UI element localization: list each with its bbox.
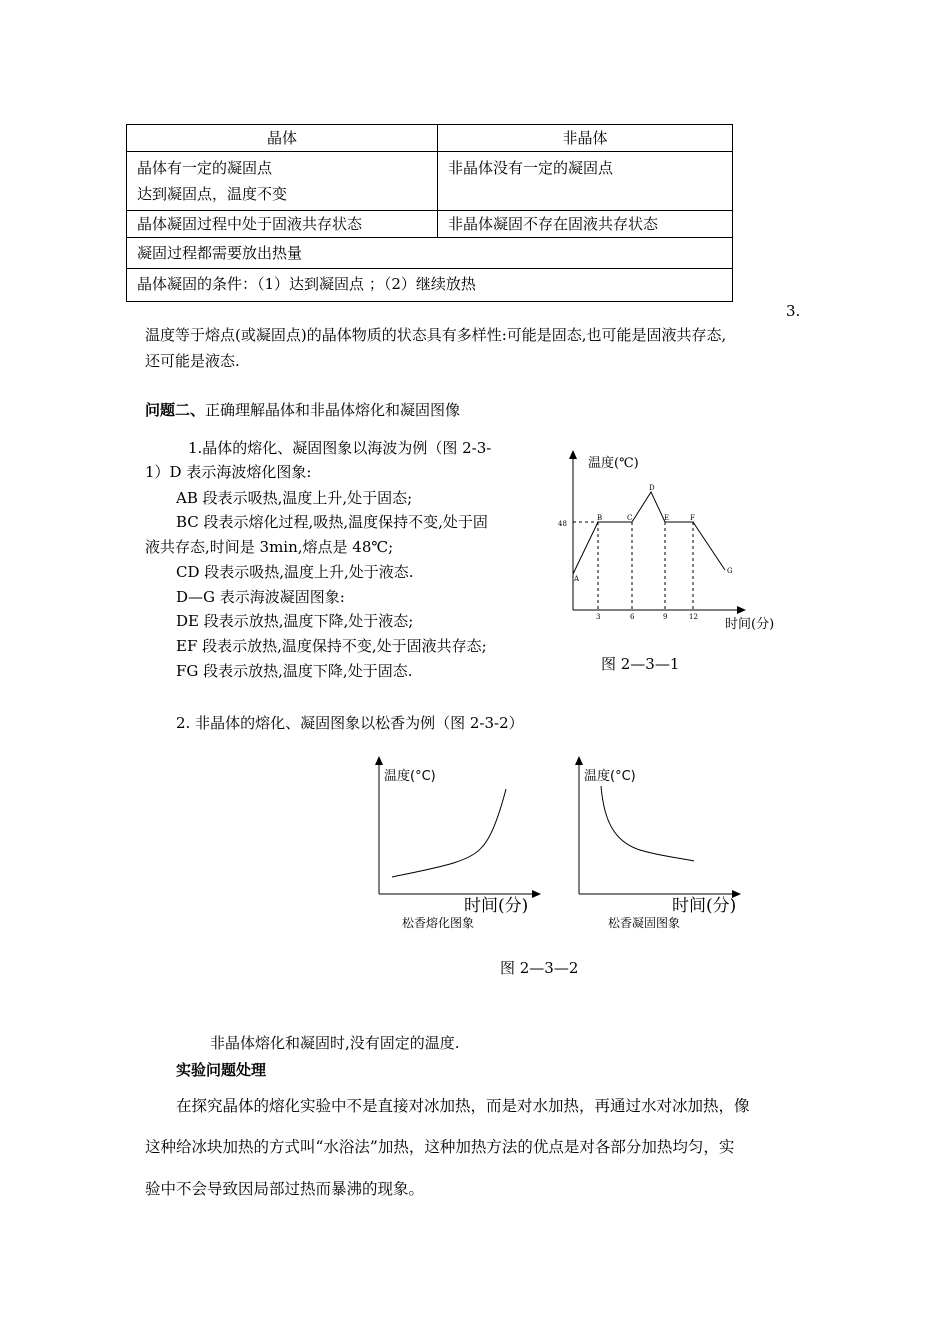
section-title-prefix: 问题二、 [145, 401, 206, 419]
paragraph-line: 验中不会导致因局部过热而暴沸的现象。 [145, 1180, 425, 1198]
point-label: E [664, 514, 670, 522]
x-axis-label: 时间(分) [672, 896, 737, 916]
y-axis-arrow-icon [569, 450, 577, 459]
paragraph-line: 2. 非晶体的熔化、凝固图象以松香为例（图 2-3-2） [176, 714, 524, 732]
figure-2-3-1 [548, 440, 798, 640]
x-tick-label: 3 [596, 613, 601, 621]
table-cell: 凝固过程都需要放出热量 [127, 238, 733, 269]
paragraph-line: 1）D 表示海波熔化图象: [145, 463, 312, 481]
paragraph-line: 在探究晶体的熔化实验中不是直接对冰加热，而是对水加热，再通过水对冰加热，像 [176, 1097, 750, 1115]
point-label: C [627, 514, 633, 522]
paragraph-line: AB 段表示吸热,温度上升,处于固态; [176, 489, 413, 507]
paragraph-line: CD 段表示吸热,温度上升,处于液态. [176, 563, 414, 581]
table-line: 达到凝固点，温度不变 [137, 185, 288, 203]
y-tick-label: 48 [558, 520, 567, 528]
table-cell: 非晶体没有一定的凝固点 [438, 152, 733, 211]
paragraph-line: FG 段表示放热,温度下降,处于固态. [176, 662, 413, 680]
melting-curve [392, 789, 506, 877]
point-label: D [649, 484, 655, 492]
y-axis-label: 温度(°C) [584, 769, 636, 784]
y-axis-arrow-icon [375, 756, 383, 765]
chart-label: 松香熔化图象 [402, 916, 475, 930]
paragraph-line: 1.晶体的熔化、凝固图象以海波为例（图 2-3- [188, 439, 492, 457]
y-axis-arrow-icon [575, 756, 583, 765]
x-tick-label: 12 [689, 613, 698, 621]
paragraph-line: D—G 表示海波凝固图象: [176, 588, 345, 606]
paragraph-line: 非晶体熔化和凝固时,没有固定的温度. [210, 1034, 460, 1052]
paragraph-line: BC 段表示熔化过程,吸热,温度保持不变,处于固 [176, 513, 488, 531]
table-cell: 非晶体凝固不存在固液共存状态 [438, 211, 733, 238]
paragraph-line: 这种给冰块加热的方式叫“水浴法”加热，这种加热方法的优点是对各部分加热均匀，实 [145, 1138, 735, 1156]
point-label: B [597, 514, 603, 522]
solidification-curve [601, 786, 694, 861]
table-line: 晶体有一定的凝固点 [137, 159, 273, 177]
y-axis-label: 温度(℃) [588, 456, 639, 471]
x-tick-label: 6 [630, 613, 635, 621]
figure-caption: 图 2—3—1 [601, 655, 680, 673]
x-axis-label: 时间(分) [464, 896, 529, 916]
paragraph-line: 温度等于熔点(或凝固点)的晶体物质的状态具有多样性:可能是固态,也可能是固液共存态, [145, 326, 727, 344]
figure-caption: 图 2—3—2 [500, 959, 579, 977]
x-axis-arrow-icon [737, 606, 746, 614]
table-header-amorphous: 非晶体 [438, 125, 733, 152]
table-cell [127, 152, 438, 211]
paragraph-line: DE 段表示放热,温度下降,处于液态; [176, 612, 414, 630]
item-number: 3. [786, 302, 801, 320]
table-cell: 晶体凝固的条件：（1）达到凝固点 ；（2）继续放热 [127, 269, 733, 302]
point-label: G [727, 567, 733, 575]
paragraph-line: 还可能是液态. [145, 352, 240, 370]
y-axis-label: 温度(°C) [384, 769, 436, 784]
table-header-crystal: 晶体 [127, 125, 438, 152]
x-tick-label: 9 [663, 613, 668, 621]
rosin-solidification-chart [560, 752, 750, 937]
point-label: A [574, 575, 580, 583]
rosin-melting-chart [360, 752, 550, 937]
paragraph-line: EF 段表示放热,温度保持不变,处于固液共存态; [176, 637, 487, 655]
x-axis-arrow-icon [532, 890, 541, 898]
chart-label: 松香凝固图象 [608, 916, 681, 930]
section-title: 实验问题处理 [176, 1061, 267, 1079]
section-title-text: 正确理解晶体和非晶体熔化和凝固图像 [205, 401, 461, 419]
paragraph-line: 液共存态,时间是 3min,熔点是 48℃; [145, 538, 394, 556]
x-axis-label: 时间(分) [725, 617, 775, 632]
point-label: F [690, 514, 695, 522]
temperature-curve [573, 492, 725, 574]
section-title [145, 397, 460, 423]
comparison-table [126, 124, 733, 302]
table-cell: 晶体凝固过程中处于固液共存状态 [127, 211, 438, 238]
